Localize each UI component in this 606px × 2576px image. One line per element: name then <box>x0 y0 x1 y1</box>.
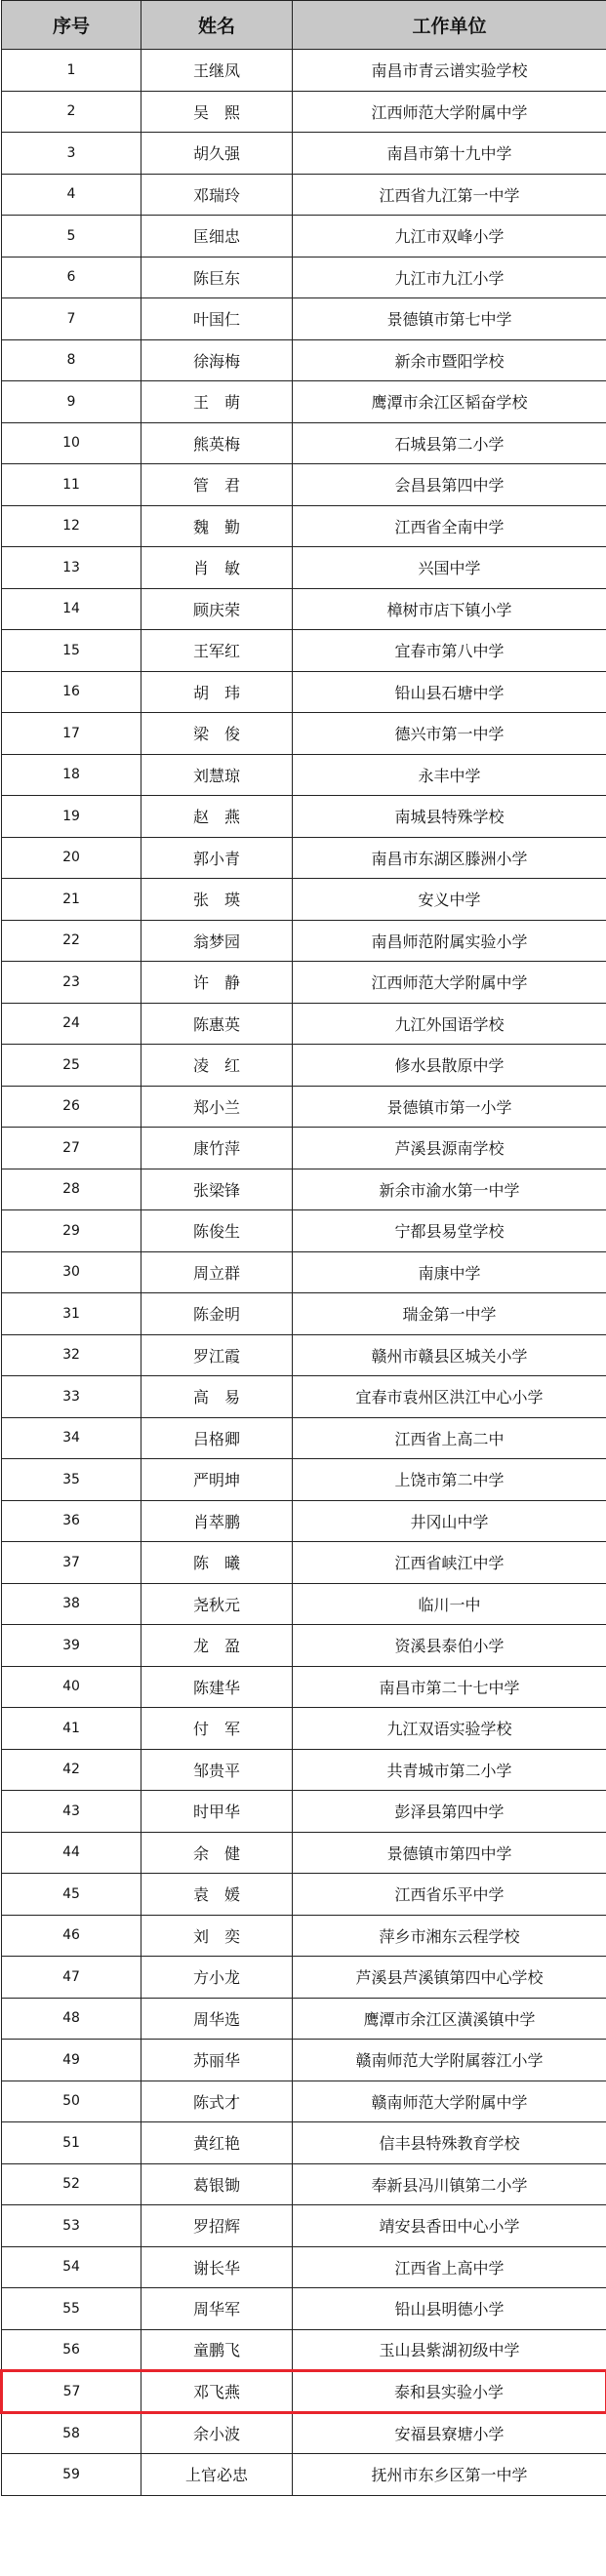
row-name: 陈建华 <box>141 1666 293 1708</box>
row-workplace: 德兴市第一中学 <box>293 713 606 755</box>
row-name: 袁 媛 <box>141 1874 293 1916</box>
table-row <box>2 2122 606 2164</box>
row-workplace: 九江市双峰小学 <box>293 216 606 258</box>
row-index: 45 <box>2 1874 141 1916</box>
row-index: 20 <box>2 837 141 879</box>
row-index: 52 <box>2 2163 141 2205</box>
row-workplace: 南昌市第十九中学 <box>293 133 606 175</box>
row-workplace: 南昌市东湖区滕洲小学 <box>293 837 606 879</box>
table-row <box>2 962 606 1004</box>
row-index: 25 <box>2 1045 141 1087</box>
row-name: 吴 熙 <box>141 91 293 133</box>
row-index: 37 <box>2 1542 141 1584</box>
row-workplace: 江西省上高二中 <box>293 1417 606 1459</box>
table-row <box>2 464 606 506</box>
row-workplace: 会昌县第四中学 <box>293 464 606 506</box>
table-row <box>2 2329 606 2371</box>
row-index: 48 <box>2 1998 141 2040</box>
row-index: 8 <box>2 339 141 381</box>
row-name: 赵 燕 <box>141 796 293 838</box>
table-row <box>2 1293 606 1335</box>
row-workplace: 南城县特殊学校 <box>293 796 606 838</box>
row-name: 张梁锋 <box>141 1169 293 1210</box>
table-row <box>2 796 606 838</box>
row-name: 陈惠英 <box>141 1003 293 1045</box>
table-row <box>2 1459 606 1501</box>
row-index: 56 <box>2 2329 141 2371</box>
row-name: 熊英梅 <box>141 422 293 464</box>
row-index: 10 <box>2 422 141 464</box>
row-name: 邓飞燕 <box>141 2371 293 2413</box>
row-index: 31 <box>2 1293 141 1335</box>
table-row <box>2 1583 606 1625</box>
table-row <box>2 91 606 133</box>
row-workplace: 奉新县冯川镇第二小学 <box>293 2163 606 2205</box>
table-row <box>2 837 606 879</box>
row-index: 18 <box>2 754 141 796</box>
table-row <box>2 2246 606 2288</box>
row-name: 叶国仁 <box>141 298 293 340</box>
row-workplace: 泰和县实验小学 <box>293 2371 606 2413</box>
row-name: 陈式才 <box>141 2081 293 2122</box>
table-row <box>2 1210 606 1252</box>
row-name: 康竹萍 <box>141 1128 293 1169</box>
row-name: 管 君 <box>141 464 293 506</box>
table-header <box>2 1 606 50</box>
row-index: 39 <box>2 1625 141 1667</box>
row-name: 肖 敏 <box>141 547 293 589</box>
table-row <box>2 630 606 672</box>
row-name: 梁 俊 <box>141 713 293 755</box>
row-workplace: 赣南师范大学附属蓉江小学 <box>293 2040 606 2081</box>
table-row <box>2 2081 606 2122</box>
row-index: 15 <box>2 630 141 672</box>
row-index: 47 <box>2 1957 141 1999</box>
row-name: 张 瑛 <box>141 879 293 921</box>
row-index: 49 <box>2 2040 141 2081</box>
row-workplace: 景德镇市第四中学 <box>293 1832 606 1874</box>
row-workplace: 江西师范大学附属中学 <box>293 962 606 1004</box>
row-name: 谢长华 <box>141 2246 293 2288</box>
row-name: 陈金明 <box>141 1293 293 1335</box>
row-index: 53 <box>2 2205 141 2247</box>
row-index: 3 <box>2 133 141 175</box>
table-row <box>2 2454 606 2496</box>
row-name: 付 军 <box>141 1708 293 1750</box>
row-workplace: 南康中学 <box>293 1251 606 1293</box>
table-row <box>2 381 606 423</box>
row-workplace: 井冈山中学 <box>293 1500 606 1542</box>
row-index: 22 <box>2 920 141 962</box>
table-row <box>2 216 606 258</box>
row-name: 罗招辉 <box>141 2205 293 2247</box>
table-row <box>2 1334 606 1376</box>
row-workplace: 临川一中 <box>293 1583 606 1625</box>
row-workplace: 共青城市第二小学 <box>293 1749 606 1791</box>
row-index: 16 <box>2 671 141 713</box>
table-row <box>2 1791 606 1833</box>
row-index: 38 <box>2 1583 141 1625</box>
row-name: 王军红 <box>141 630 293 672</box>
row-index: 7 <box>2 298 141 340</box>
table-row <box>2 547 606 589</box>
header-workplace: 工作单位 <box>293 1 606 50</box>
row-index: 4 <box>2 174 141 216</box>
table-row <box>2 588 606 630</box>
row-name: 黄红艳 <box>141 2122 293 2164</box>
row-name: 匡细忠 <box>141 216 293 258</box>
table-row <box>2 2371 606 2413</box>
row-workplace: 赣南师范大学附属中学 <box>293 2081 606 2122</box>
table-row <box>2 1666 606 1708</box>
row-index: 5 <box>2 216 141 258</box>
table-row <box>2 257 606 298</box>
row-workplace: 宜春市第八中学 <box>293 630 606 672</box>
row-workplace: 铅山县石塘中学 <box>293 671 606 713</box>
row-workplace: 江西省乐平中学 <box>293 1874 606 1916</box>
row-index: 2 <box>2 91 141 133</box>
row-name: 罗江霞 <box>141 1334 293 1376</box>
row-index: 21 <box>2 879 141 921</box>
table-row <box>2 2163 606 2205</box>
row-name: 余小波 <box>141 2412 293 2454</box>
table-row <box>2 920 606 962</box>
table-row <box>2 133 606 175</box>
row-index: 29 <box>2 1210 141 1252</box>
table-row <box>2 1874 606 1916</box>
row-workplace: 资溪县泰伯小学 <box>293 1625 606 1667</box>
row-workplace: 石城县第二小学 <box>293 422 606 464</box>
header-index: 序号 <box>2 1 141 50</box>
table-row <box>2 50 606 92</box>
row-workplace: 瑞金第一中学 <box>293 1293 606 1335</box>
row-name: 刘 奕 <box>141 1915 293 1957</box>
table-row <box>2 671 606 713</box>
row-workplace: 芦溪县芦溪镇第四中心学校 <box>293 1957 606 1999</box>
row-name: 邓瑞玲 <box>141 174 293 216</box>
row-name: 胡久强 <box>141 133 293 175</box>
table-row <box>2 1749 606 1791</box>
row-name: 童鹏飞 <box>141 2329 293 2371</box>
row-name: 郭小青 <box>141 837 293 879</box>
row-workplace: 铅山县明德小学 <box>293 2288 606 2330</box>
row-workplace: 新余市暨阳学校 <box>293 339 606 381</box>
row-name: 陈 曦 <box>141 1542 293 1584</box>
row-index: 51 <box>2 2122 141 2164</box>
row-index: 19 <box>2 796 141 838</box>
row-index: 55 <box>2 2288 141 2330</box>
row-name: 许 静 <box>141 962 293 1004</box>
row-name: 上官必忠 <box>141 2454 293 2496</box>
row-workplace: 新余市渝水第一中学 <box>293 1169 606 1210</box>
row-name: 严明坤 <box>141 1459 293 1501</box>
table-row <box>2 2205 606 2247</box>
table-row <box>2 1915 606 1957</box>
row-name: 周华选 <box>141 1998 293 2040</box>
row-name: 郑小兰 <box>141 1086 293 1128</box>
row-index: 24 <box>2 1003 141 1045</box>
row-index: 36 <box>2 1500 141 1542</box>
row-workplace: 上饶市第二中学 <box>293 1459 606 1501</box>
row-name: 魏 勤 <box>141 505 293 547</box>
row-index: 44 <box>2 1832 141 1874</box>
table-row <box>2 298 606 340</box>
row-name: 刘慧琼 <box>141 754 293 796</box>
row-index: 57 <box>2 2371 141 2413</box>
row-workplace: 萍乡市湘东云程学校 <box>293 1915 606 1957</box>
row-name: 周立群 <box>141 1251 293 1293</box>
row-index: 35 <box>2 1459 141 1501</box>
row-name: 尧秋元 <box>141 1583 293 1625</box>
row-workplace: 九江双语实验学校 <box>293 1708 606 1750</box>
table-row <box>2 1376 606 1418</box>
row-index: 46 <box>2 1915 141 1957</box>
row-name: 时甲华 <box>141 1791 293 1833</box>
row-name: 吕格卿 <box>141 1417 293 1459</box>
row-workplace: 景德镇市第七中学 <box>293 298 606 340</box>
row-workplace: 景德镇市第一小学 <box>293 1086 606 1128</box>
row-index: 14 <box>2 588 141 630</box>
row-workplace: 江西省峡江中学 <box>293 1542 606 1584</box>
row-workplace: 鹰潭市余江区潢溪镇中学 <box>293 1998 606 2040</box>
table-row <box>2 1251 606 1293</box>
table-row <box>2 1998 606 2040</box>
table-row <box>2 879 606 921</box>
row-index: 28 <box>2 1169 141 1210</box>
row-workplace: 南昌师范附属实验小学 <box>293 920 606 962</box>
row-index: 12 <box>2 505 141 547</box>
row-name: 苏丽华 <box>141 2040 293 2081</box>
row-workplace: 抚州市东乡区第一中学 <box>293 2454 606 2496</box>
row-workplace: 赣州市赣县区城关小学 <box>293 1334 606 1376</box>
row-workplace: 南昌市第二十七中学 <box>293 1666 606 1708</box>
table-row <box>2 1169 606 1210</box>
row-index: 40 <box>2 1666 141 1708</box>
table-row <box>2 339 606 381</box>
table-row <box>2 1128 606 1169</box>
row-name: 胡 玮 <box>141 671 293 713</box>
table-row <box>2 2040 606 2081</box>
row-workplace: 江西省上高中学 <box>293 2246 606 2288</box>
row-name: 肖萃鹏 <box>141 1500 293 1542</box>
row-workplace: 靖安县香田中心小学 <box>293 2205 606 2247</box>
row-name: 龙 盈 <box>141 1625 293 1667</box>
table-row <box>2 1625 606 1667</box>
row-name: 陈俊生 <box>141 1210 293 1252</box>
table-row <box>2 1708 606 1750</box>
table-row <box>2 1086 606 1128</box>
row-index: 34 <box>2 1417 141 1459</box>
row-index: 58 <box>2 2412 141 2454</box>
row-name: 方小龙 <box>141 1957 293 1999</box>
row-workplace: 鹰潭市余江区韬奋学校 <box>293 381 606 423</box>
row-name: 凌 红 <box>141 1045 293 1087</box>
row-workplace: 芦溪县源南学校 <box>293 1128 606 1169</box>
row-workplace: 江西省九江第一中学 <box>293 174 606 216</box>
row-workplace: 兴国中学 <box>293 547 606 589</box>
table-row <box>2 422 606 464</box>
row-index: 9 <box>2 381 141 423</box>
table-row <box>2 1417 606 1459</box>
header-row <box>2 1 606 50</box>
row-name: 余 健 <box>141 1832 293 1874</box>
table-row <box>2 1542 606 1584</box>
table-row <box>2 1045 606 1087</box>
row-workplace: 九江市九江小学 <box>293 257 606 298</box>
row-workplace: 九江外国语学校 <box>293 1003 606 1045</box>
row-index: 42 <box>2 1749 141 1791</box>
table-row <box>2 1957 606 1999</box>
row-index: 54 <box>2 2246 141 2288</box>
table-body <box>2 50 606 2496</box>
row-workplace: 宁都县易堂学校 <box>293 1210 606 1252</box>
row-index: 30 <box>2 1251 141 1293</box>
table-row <box>2 2412 606 2454</box>
row-workplace: 彭泽县第四中学 <box>293 1791 606 1833</box>
row-name: 周华军 <box>141 2288 293 2330</box>
table-row <box>2 505 606 547</box>
table-row <box>2 1832 606 1874</box>
row-index: 17 <box>2 713 141 755</box>
row-index: 13 <box>2 547 141 589</box>
row-workplace: 玉山县紫湖初级中学 <box>293 2329 606 2371</box>
row-workplace: 江西省全南中学 <box>293 505 606 547</box>
row-index: 6 <box>2 257 141 298</box>
row-name: 葛银锄 <box>141 2163 293 2205</box>
row-workplace: 樟树市店下镇小学 <box>293 588 606 630</box>
row-index: 23 <box>2 962 141 1004</box>
table-row <box>2 2288 606 2330</box>
row-workplace: 南昌市青云谱实验学校 <box>293 50 606 92</box>
row-workplace: 信丰县特殊教育学校 <box>293 2122 606 2164</box>
row-workplace: 修水县散原中学 <box>293 1045 606 1087</box>
row-workplace: 安福县寮塘小学 <box>293 2412 606 2454</box>
row-index: 50 <box>2 2081 141 2122</box>
row-index: 11 <box>2 464 141 506</box>
row-index: 32 <box>2 1334 141 1376</box>
header-name: 姓名 <box>141 1 293 50</box>
row-index: 59 <box>2 2454 141 2496</box>
table-row <box>2 754 606 796</box>
row-name: 翁梦园 <box>141 920 293 962</box>
row-index: 26 <box>2 1086 141 1128</box>
row-name: 王继凤 <box>141 50 293 92</box>
row-index: 43 <box>2 1791 141 1833</box>
table-row <box>2 1003 606 1045</box>
row-index: 33 <box>2 1376 141 1418</box>
row-index: 1 <box>2 50 141 92</box>
row-workplace: 永丰中学 <box>293 754 606 796</box>
row-index: 27 <box>2 1128 141 1169</box>
row-name: 顾庆荣 <box>141 588 293 630</box>
table-row <box>2 174 606 216</box>
row-name: 徐海梅 <box>141 339 293 381</box>
row-name: 高 易 <box>141 1376 293 1418</box>
row-name: 王 萌 <box>141 381 293 423</box>
row-workplace: 安义中学 <box>293 879 606 921</box>
row-index: 41 <box>2 1708 141 1750</box>
row-name: 陈巨东 <box>141 257 293 298</box>
row-workplace: 江西师范大学附属中学 <box>293 91 606 133</box>
table-row <box>2 1500 606 1542</box>
row-name: 邹贵平 <box>141 1749 293 1791</box>
row-workplace: 宜春市袁州区洪江中心小学 <box>293 1376 606 1418</box>
table-row <box>2 713 606 755</box>
